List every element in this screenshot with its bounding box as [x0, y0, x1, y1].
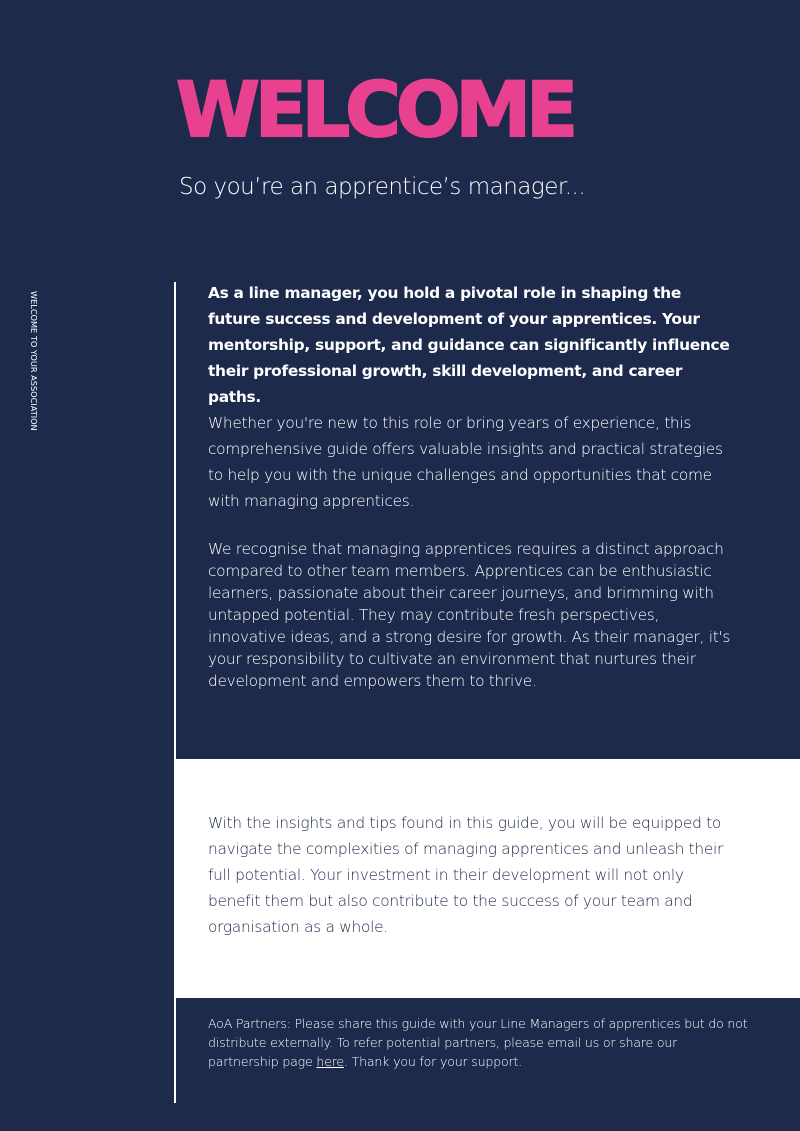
page-title: WELCOME: [176, 65, 574, 154]
highlight-panel: [176, 759, 800, 998]
page-subtitle: So you’re an apprentice’s manager...: [179, 174, 586, 200]
partners-note-text: AoA Partners: Please share this guide with your Line Managers of apprentices but do not distribute externally. To refer potential partners, please email us or share our partnership page: [208, 1016, 748, 1069]
body-paragraph-1: Whether you're new to this role or bring years of experience, this comprehensive guide offers valuable insights and practical strategies to help you with the unique challenges and opportunities that come with managing apprentices.: [208, 414, 723, 510]
partners-note-end: . Thank you for your support.: [344, 1054, 523, 1069]
side-section-label: WELCOME TO YOUR ASSOCIATION: [29, 291, 39, 431]
partners-note: [208, 1014, 748, 1071]
panel-paragraph: With the insights and tips found in this guide, you will be equipped to navigate the complexities of managing apprentices and unleash their full potential. Your investment in their development will not only benefit them but also contribute to the success of your team and organisation as a whole.: [208, 814, 723, 936]
body-paragraph-2: We recognise that managing apprentices requires a distinct approach compared to other team members. Apprentices can be enthusiastic learners, passionate about their career journeys, and brimming with untapped potential. They may contribute fresh perspectives, innovative ideas, and a strong desire for growth. As their manager, it's your responsibility to cultivate an environment that nurtures their development and empowers them to thrive.: [208, 540, 731, 690]
partnership-page-link[interactable]: here: [316, 1054, 344, 1069]
intro-paragraph: As a line manager, you hold a pivotal role in shaping the future success and development of your apprentices. Your mentorship, support, and guidance can significantly influence their professional growth, skill development, and career paths.: [208, 284, 730, 406]
